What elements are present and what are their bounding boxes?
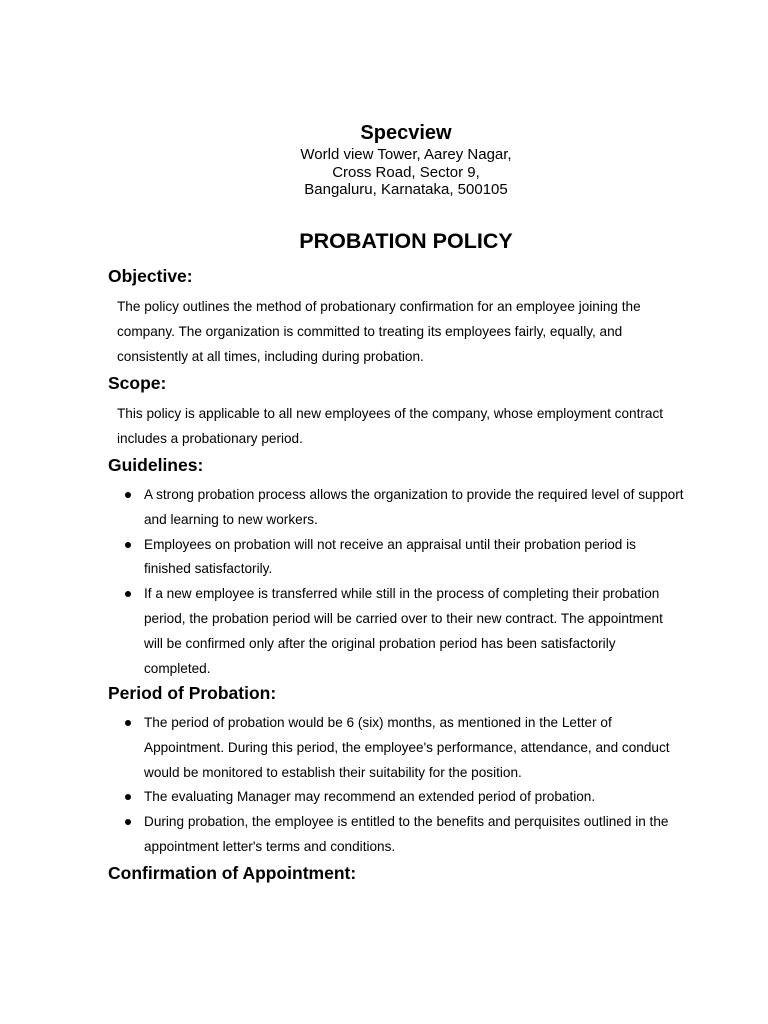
section-heading-objective: Objective: bbox=[108, 266, 193, 286]
period-list bbox=[108, 711, 688, 860]
list-item-text: The evaluating Manager may recommend an extended period of probation. bbox=[144, 789, 596, 805]
section-heading-period: Period of Probation: bbox=[108, 683, 277, 703]
bullet-icon bbox=[125, 819, 131, 825]
guidelines-list bbox=[108, 483, 688, 681]
scope-paragraph: This policy is applicable to all new employees of the company, whose employment contract includes a probationary period. bbox=[117, 406, 664, 446]
list-item-text: Employees on probation will not receive an appraisal until their probation period is finished satisfactorily. bbox=[144, 536, 636, 577]
list-item bbox=[108, 533, 684, 583]
company-header bbox=[0, 120, 768, 199]
section-heading-guidelines: Guidelines: bbox=[108, 455, 204, 475]
list-item-text: If a new employee is transferred while still in the process of completing their probation period, the probation period will be carried over to their new contract. The appointment will be confirmed only after the original probation period has been satisfactorily completed. bbox=[144, 586, 663, 676]
address-line: Cross Road, Sector 9, bbox=[332, 163, 480, 181]
list-item bbox=[108, 810, 684, 860]
bullet-icon bbox=[125, 720, 131, 726]
objective-paragraph: The policy outlines the method of probationary confirmation for an employee joining the company. The organization is committed to treating its employees fairly, equally, and consistently at all times, including during probation. bbox=[117, 299, 641, 364]
section-confirmation bbox=[108, 860, 688, 886]
list-item bbox=[108, 785, 684, 810]
section-period-of-probation bbox=[108, 680, 688, 860]
list-item bbox=[108, 483, 684, 533]
section-heading-confirmation: Confirmation of Appointment: bbox=[108, 863, 357, 883]
bullet-icon bbox=[125, 492, 131, 498]
address-line: Bangaluru, Karnataka, 500105 bbox=[304, 181, 508, 198]
document-title: PROBATION POLICY bbox=[299, 229, 513, 253]
section-scope bbox=[108, 370, 688, 452]
section-objective bbox=[108, 263, 688, 369]
bullet-icon bbox=[125, 591, 131, 597]
bullet-icon bbox=[125, 794, 131, 800]
section-heading-scope: Scope: bbox=[108, 373, 167, 393]
list-item-text: A strong probation process allows the organization to provide the required level of support and learning to new workers. bbox=[144, 487, 684, 527]
list-item bbox=[108, 582, 684, 681]
section-guidelines bbox=[108, 452, 688, 681]
address-line: World view Tower, Aarey Nagar, bbox=[300, 146, 512, 163]
list-item-text: During probation, the employee is entitled to the benefits and perquisites outlined in the appointment letter's terms and conditions. bbox=[144, 814, 669, 854]
company-name: Specview bbox=[360, 122, 452, 144]
list-item-text: The period of probation would be 6 (six) months, as mentioned in the Letter of Appointment. During this period, the employee's performance, attendance, and conduct would be monitored to establish their suitability for the position. bbox=[144, 715, 670, 780]
bullet-icon bbox=[125, 542, 131, 548]
list-item bbox=[108, 711, 684, 785]
